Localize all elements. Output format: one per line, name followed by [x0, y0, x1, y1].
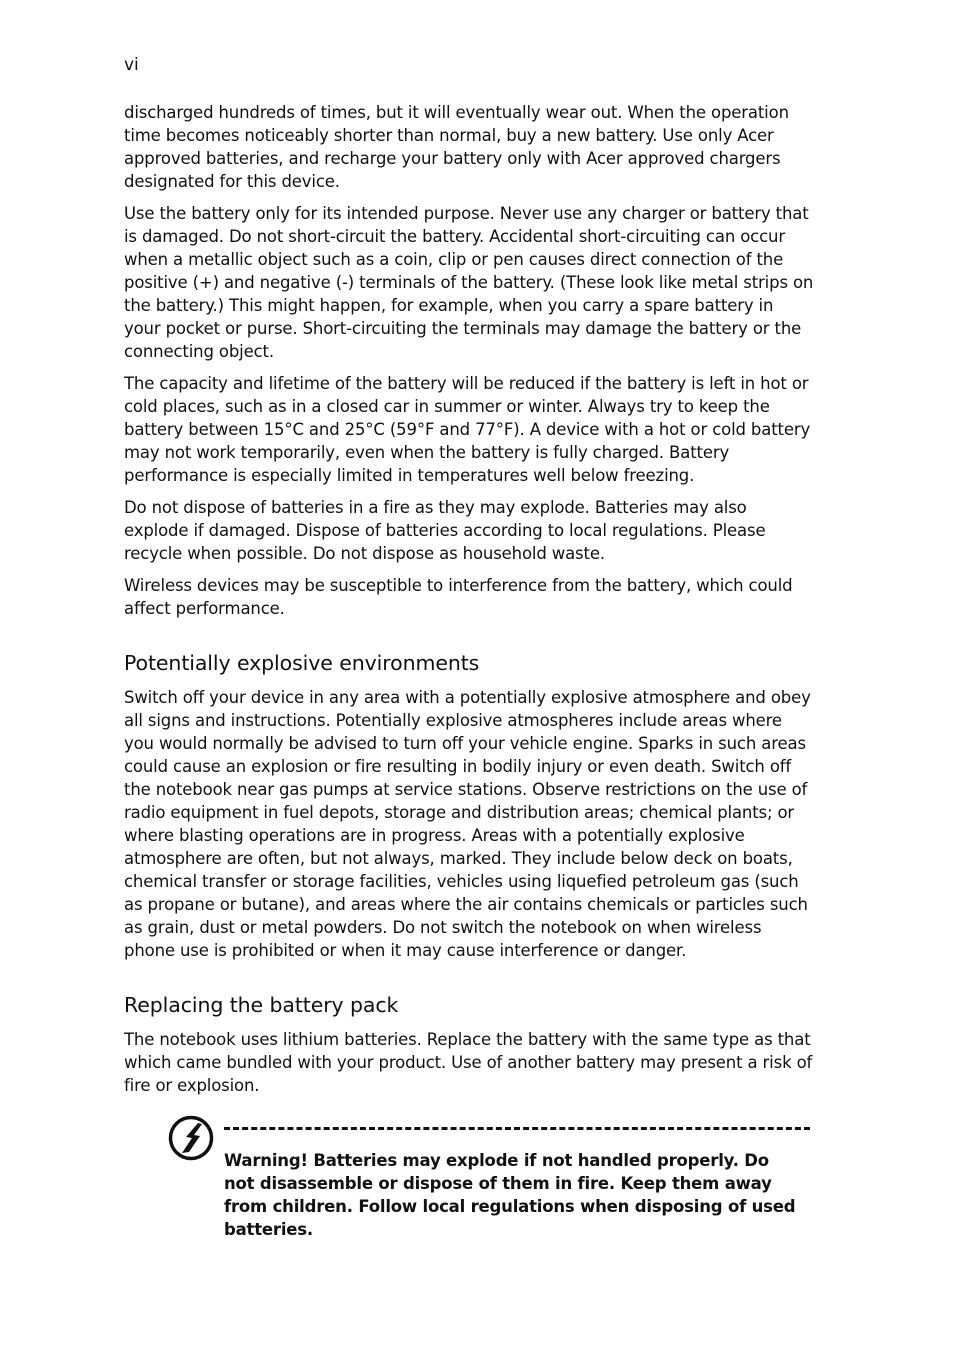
- heading-replacing-battery: Replacing the battery pack: [124, 993, 399, 1017]
- battery-paragraph-5: Wireless devices may be susceptible to interference from the battery, which could affect performance.: [124, 576, 793, 618]
- document-page: [124, 54, 814, 1249]
- battery-paragraph-3: The capacity and lifetime of the battery will be reduced if the battery is left in hot or cold places, such as in a closed car in summer or winter. Always try to keep the battery between 15°C and 25°C (59°F and 77°F). A device with a hot or cold battery may not work temporarily, even when the battery is fully charged. Battery performance is especially limited in temperatures well below freezing.: [124, 374, 811, 485]
- heading-explosive-environments: Potentially explosive environments: [124, 651, 480, 675]
- explosive-environments-paragraph: Switch off your device in any area with a potentially explosive atmosphere and obey all signs and instructions. Potentially explosive atmospheres include areas where you would normally be advised to turn off your vehicle engine. Sparks in such areas could cause an explosion or fire resulting in bodily injury or even death. Switch off the notebook near gas pumps at service stations. Observe restrictions on the use of radio equipment in fuel depots, storage and distribution areas; chemical plants; or where blasting operations are in progress. Areas with a potentially explosive atmosphere are often, but not always, marked. They include below deck on boats, chemical transfer or storage facilities, vehicles using liquefied petroleum gas (such as propane or butane), and areas where the air contains chemicals or particles such as grain, dust or metal powders. Do not switch the notebook on when wireless phone use is prohibited or when it may cause interference or danger.: [124, 688, 811, 960]
- warning-dashed-rule: [224, 1127, 810, 1130]
- warning-text: Warning! Batteries may explode if not handled properly. Do not disassemble or dispose of them in fire. Keep them away from children. Follow local regulations when disposing of used batteries.: [224, 1151, 796, 1239]
- battery-paragraph-1: discharged hundreds of times, but it will eventually wear out. When the operation time becomes noticeably shorter than normal, buy a new battery. Use only Acer approved batteries, and recharge your battery only with Acer approved chargers designated for this device.: [124, 103, 789, 191]
- lightning-warning-icon: [168, 1115, 214, 1161]
- page-number: vi: [124, 55, 139, 75]
- battery-paragraph-2: Use the battery only for its intended purpose. Never use any charger or battery that is damaged. Do not short-circuit the battery. Accidental short-circuiting can occur when a metallic object such as a coin, clip or pen causes direct connection of the positive (+) and negative (-) terminals of the battery. (These look like metal strips on the battery.) This might happen, for example, when you carry a spare battery in your pocket or purse. Short-circuiting the terminals may damage the battery or the connecting object.: [124, 204, 814, 361]
- battery-paragraph-4: Do not dispose of batteries in a fire as they may explode. Batteries may also explode if damaged. Dispose of batteries according to local regulations. Please recycle when possible. Do not dispose as household waste.: [124, 498, 766, 563]
- warning-box: [124, 1109, 814, 1249]
- replacing-battery-paragraph: The notebook uses lithium batteries. Replace the battery with the same type as that which came bundled with your product. Use of another battery may present a risk of fire or explosion.: [124, 1030, 813, 1095]
